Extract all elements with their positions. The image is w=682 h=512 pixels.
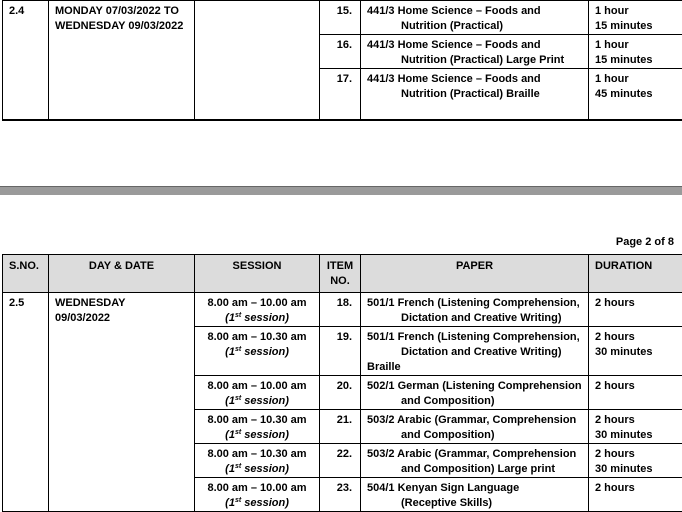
header-session: SESSION: [195, 255, 320, 293]
item-no: 16.: [320, 35, 361, 69]
paper-line: 502/1 German (Listening Comprehension: [367, 380, 582, 392]
page-break-band: [0, 186, 682, 195]
duration-line: 15 minutes: [595, 20, 652, 32]
paper-line: 441/3 Home Science – Foods and: [367, 73, 541, 85]
item-no: 19.: [320, 327, 361, 376]
duration-cell: [589, 478, 682, 512]
paper-line: 441/3 Home Science – Foods and: [367, 39, 541, 51]
day-line: 09/03/2022: [55, 312, 110, 324]
duration-line: 30 minutes: [595, 346, 652, 358]
header-item-line: NO.: [330, 275, 350, 287]
duration-line: 15 minutes: [595, 54, 652, 66]
duration-cell: [589, 376, 682, 410]
session-time: 8.00 am – 10.30 am: [207, 414, 306, 426]
paper-cell: [361, 1, 589, 35]
duration-cell: [589, 69, 682, 120]
duration-cell: [589, 293, 682, 327]
header-item-no: [320, 255, 361, 293]
duration-cell: [589, 410, 682, 444]
header-duration: DURATION: [589, 255, 682, 293]
header-sno: S.NO.: [3, 255, 49, 293]
paper-line: 504/1 Kenyan Sign Language: [367, 482, 519, 494]
timetable-top: [2, 0, 682, 121]
paper-line: 503/2 Arabic (Grammar, Comprehension: [367, 448, 576, 460]
duration-line: 30 minutes: [595, 429, 652, 441]
duration-cell: [589, 444, 682, 478]
day-line: WEDNESDAY: [55, 297, 126, 309]
paper-line: (Receptive Skills): [367, 496, 582, 511]
duration-cell: [589, 327, 682, 376]
paper-cell: [361, 478, 589, 512]
paper-line: and Composition): [367, 428, 582, 443]
session-time: 8.00 am – 10.00 am: [207, 297, 306, 309]
session-cell: [195, 444, 320, 478]
page-total: 8: [668, 236, 674, 248]
page-current: 2: [645, 236, 651, 248]
header-row: [3, 255, 682, 293]
paper-cell: [361, 327, 589, 376]
paper-line: Nutrition (Practical) Large Print: [367, 53, 582, 68]
paper-line: 501/1 French (Listening Comprehension,: [367, 331, 580, 343]
session-time: 8.00 am – 10.00 am: [207, 482, 306, 494]
paper-cell: [361, 35, 589, 69]
timetable-main: [2, 254, 682, 512]
item-no: 18.: [320, 293, 361, 327]
duration-line: 1 hour: [595, 73, 629, 85]
page-of: of: [654, 236, 664, 248]
item-no: 17.: [320, 69, 361, 120]
sno-cell: 2.5: [3, 293, 49, 512]
paper-line: 441/3 Home Science – Foods and: [367, 5, 541, 17]
day-date-cell: [49, 1, 195, 120]
session-cell: [195, 1, 320, 120]
paper-cell: [361, 410, 589, 444]
duration-line: 2 hours: [595, 331, 635, 343]
page-label: Page: [616, 236, 642, 248]
duration-line: 30 minutes: [595, 463, 652, 475]
session-label: (1st session): [201, 394, 313, 409]
duration-line: 2 hours: [595, 414, 635, 426]
session-label: (1st session): [201, 428, 313, 443]
duration-line: 2 hours: [595, 380, 635, 392]
item-no: 15.: [320, 1, 361, 35]
session-cell: [195, 478, 320, 512]
item-no: 21.: [320, 410, 361, 444]
date-line: MONDAY 07/03/2022 TO: [55, 5, 179, 17]
paper-line: Dictation and Creative Writing): [367, 311, 582, 326]
paper-line: Nutrition (Practical) Braille: [367, 87, 582, 102]
session-cell: [195, 327, 320, 376]
paper-cell: [361, 293, 589, 327]
duration-cell: [589, 1, 682, 35]
header-paper: PAPER: [361, 255, 589, 293]
header-item-line: ITEM: [327, 260, 353, 272]
paper-line: Braille: [367, 361, 401, 373]
duration-line: 45 minutes: [595, 88, 652, 100]
paper-line: 503/2 Arabic (Grammar, Comprehension: [367, 414, 576, 426]
item-no: 20.: [320, 376, 361, 410]
session-time: 8.00 am – 10.30 am: [207, 448, 306, 460]
paper-line: 501/1 French (Listening Comprehension,: [367, 297, 580, 309]
paper-cell: [361, 69, 589, 120]
session-cell: [195, 410, 320, 444]
session-cell: [195, 293, 320, 327]
session-cell: [195, 376, 320, 410]
paper-line: and Composition): [367, 394, 582, 409]
duration-line: 1 hour: [595, 39, 629, 51]
page-number: [616, 236, 674, 248]
paper-line: Nutrition (Practical): [367, 19, 582, 34]
session-time: 8.00 am – 10.00 am: [207, 380, 306, 392]
paper-line: and Composition) Large print: [367, 462, 582, 477]
session-label: (1st session): [201, 345, 313, 360]
paper-line: Dictation and Creative Writing): [367, 345, 582, 360]
day-date-cell: [49, 293, 195, 512]
duration-cell: [589, 35, 682, 69]
duration-line: 2 hours: [595, 448, 635, 460]
header-day-date: DAY & DATE: [49, 255, 195, 293]
date-line: WEDNESDAY 09/03/2022: [55, 20, 183, 32]
paper-cell: [361, 444, 589, 478]
duration-line: 2 hours: [595, 482, 635, 494]
session-time: 8.00 am – 10.30 am: [207, 331, 306, 343]
sno-cell: 2.4: [3, 1, 49, 120]
session-label: (1st session): [201, 311, 313, 326]
duration-line: 2 hours: [595, 297, 635, 309]
item-no: 22.: [320, 444, 361, 478]
session-label: (1st session): [201, 496, 313, 511]
paper-cell: [361, 376, 589, 410]
item-no: 23.: [320, 478, 361, 512]
duration-line: 1 hour: [595, 5, 629, 17]
session-label: (1st session): [201, 462, 313, 477]
